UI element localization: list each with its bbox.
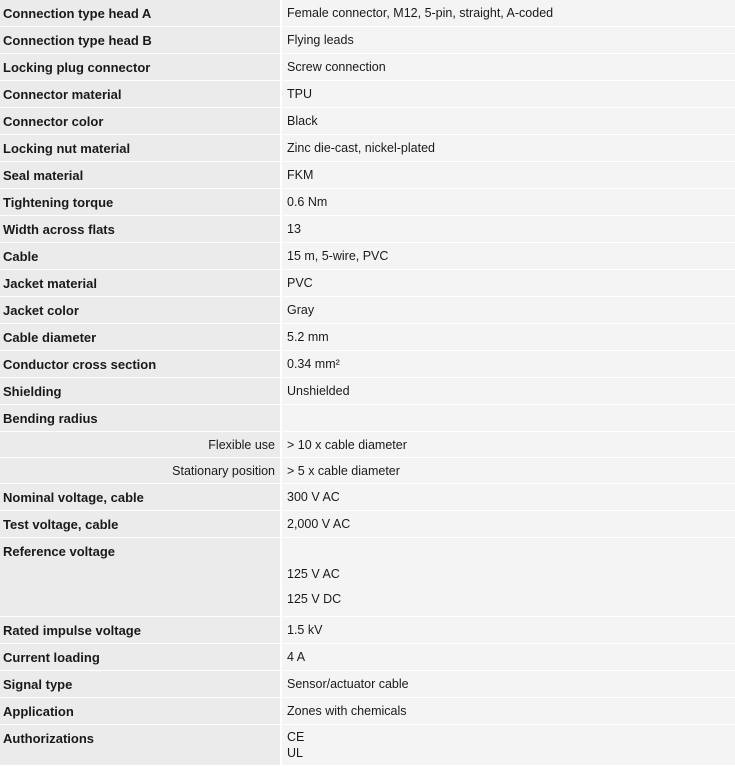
spec-value: 2,000 V AC [282,511,735,537]
spec-value: 13 [282,216,735,242]
spec-label: Cable diameter [0,324,280,350]
spec-row [0,0,735,27]
spec-subrow [0,432,735,458]
spec-label: Width across flats [0,216,280,242]
spec-label: Locking nut material [0,135,280,161]
spec-row [0,81,735,108]
spec-value: TPU [282,81,735,107]
spec-label: Reference voltage [0,538,280,616]
spec-value: Sensor/actuator cable [282,671,735,697]
spec-value-list [282,725,735,765]
spec-row-reference [0,538,735,617]
spec-row [0,162,735,189]
spec-row [0,27,735,54]
spec-row-bending [0,405,735,432]
spec-value-empty [282,405,735,431]
spec-row [0,671,735,698]
spec-label: Current loading [0,644,280,670]
spec-row [0,270,735,297]
spec-label: Connector color [0,108,280,134]
spec-row [0,617,735,644]
spec-label: Seal material [0,162,280,188]
spec-value: 4 A [282,644,735,670]
spec-label: Shielding [0,378,280,404]
spec-label: Authorizations [0,725,280,765]
spec-sublabel: Stationary position [0,458,280,483]
spec-row [0,484,735,511]
spec-row [0,644,735,671]
spec-value-item: CE [287,730,305,744]
spec-value: Female connector, M12, 5-pin, straight, A-coded [282,0,735,26]
spec-row [0,297,735,324]
spec-label: Jacket color [0,297,280,323]
spec-value-item: 125 V AC [287,567,340,581]
spec-value-item: UL [287,746,303,760]
spec-value: Zones with chemicals [282,698,735,724]
spec-label: Cable [0,243,280,269]
spec-row [0,698,735,725]
spec-row [0,243,735,270]
spec-label: Connection type head B [0,27,280,53]
spec-label: Nominal voltage, cable [0,484,280,510]
spec-row [0,351,735,378]
spec-row [0,324,735,351]
spec-value: 0.6 Nm [282,189,735,215]
spec-value: 15 m, 5-wire, PVC [282,243,735,269]
spec-value-list [282,538,735,616]
spec-value-item: 125 V DC [287,592,342,606]
spec-label: Conductor cross section [0,351,280,377]
spec-label: Bending radius [0,405,280,431]
spec-value: FKM [282,162,735,188]
spec-label: Rated impulse voltage [0,617,280,643]
spec-value: Gray [282,297,735,323]
spec-row [0,216,735,243]
spec-label: Jacket material [0,270,280,296]
spec-value: 1.5 kV [282,617,735,643]
spec-value: 5.2 mm [282,324,735,350]
spec-value: 300 V AC [282,484,735,510]
spec-row [0,378,735,405]
spec-label: Signal type [0,671,280,697]
spec-value: > 10 x cable diameter [282,432,735,457]
spec-row [0,108,735,135]
spec-label: Application [0,698,280,724]
spec-label: Connector material [0,81,280,107]
spec-value: 0.34 mm² [282,351,735,377]
spec-value: Zinc die-cast, nickel-plated [282,135,735,161]
spec-row [0,54,735,81]
spec-value: > 5 x cable diameter [282,458,735,483]
spec-value: Unshielded [282,378,735,404]
spec-row-authorizations [0,725,735,766]
spec-label: Locking plug connector [0,54,280,80]
spec-value: Black [282,108,735,134]
spec-row [0,189,735,216]
spec-row [0,135,735,162]
spec-label: Test voltage, cable [0,511,280,537]
spec-label: Connection type head A [0,0,280,26]
spec-sublabel: Flexible use [0,432,280,457]
spec-value: Flying leads [282,27,735,53]
spec-value: PVC [282,270,735,296]
spec-value: Screw connection [282,54,735,80]
spec-row [0,511,735,538]
spec-label: Tightening torque [0,189,280,215]
spec-subrow [0,458,735,484]
